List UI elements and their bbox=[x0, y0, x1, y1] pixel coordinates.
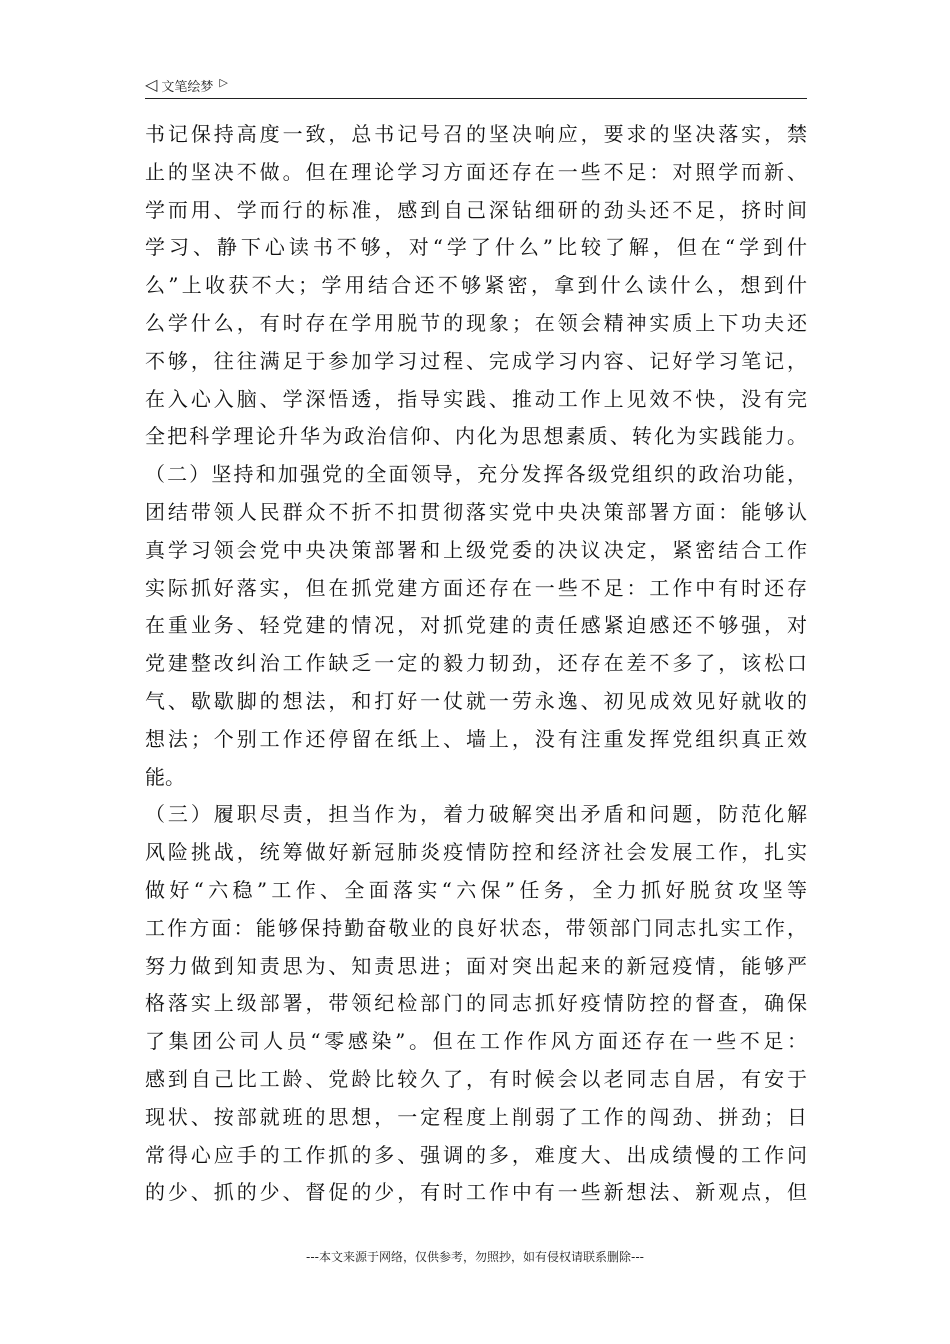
text-line: 书记保持高度一致，总书记号召的坚决响应，要求的坚决落实，禁 bbox=[145, 122, 807, 146]
text-line: 工作方面：能够保持勤奋敬业的良好状态，带领部门同志扎实工作， bbox=[145, 915, 807, 940]
text-line: 的少、抓的少、督促的少，有时工作中有一些新想法、新观点，但 bbox=[145, 1180, 807, 1205]
text-line: 感到自己比工龄、党龄比较久了，有时候会以老同志自居，有安于 bbox=[145, 1066, 807, 1091]
text-line: 现状、按部就班的思想，一定程度上削弱了工作的闯劲、拼劲；日 bbox=[145, 1104, 807, 1129]
right-triangle-icon: ▷ bbox=[219, 75, 228, 89]
text-line: 气、歇歇脚的想法，和打好一仗就一劳永逸、初见成效见好就收的 bbox=[145, 688, 807, 713]
text-line: 实际抓好落实，但在抓党建方面还存在一些不足：工作中有时还存 bbox=[145, 575, 807, 600]
text-line: 在入心入脑、学深悟透，指导实践、推动工作上见效不快，没有完 bbox=[145, 386, 807, 411]
text-line: （三）履职尽责，担当作为，着力破解突出矛盾和问题，防范化解 bbox=[145, 802, 807, 827]
text-line: 不够，往往满足于参加学习过程、完成学习内容、记好学习笔记， bbox=[145, 348, 807, 373]
page-header bbox=[145, 72, 807, 99]
text-line: 么学什么，有时存在学用脱节的现象；在领会精神实质上下功夫还 bbox=[145, 310, 807, 335]
text-line: 党建整改纠治工作缺乏一定的毅力韧劲，还存在差不多了，该松口 bbox=[145, 651, 807, 676]
text-line: 了集团公司人员“零感染”。但在工作作风方面还存在一些不足： bbox=[145, 1029, 807, 1054]
text-line: 止的坚决不做。但在理论学习方面还存在一些不足：对照学而新、 bbox=[145, 159, 807, 184]
text-line: 努力做到知责思为、知责思进；面对突出起来的新冠疫情，能够严 bbox=[145, 953, 807, 978]
text-line: 在重业务、轻党建的情况，对抓党建的责任感紧迫感还不够强，对 bbox=[145, 613, 807, 638]
text-line: 学习、静下心读书不够，对“学了什么”比较了解，但在“学到什 bbox=[145, 235, 807, 260]
text-line: 团结带领人民群众不折不扣贯彻落实党中央决策部署方面：能够认 bbox=[145, 499, 807, 524]
text-line: 学而用、学而行的标准，感到自己深钻细研的劲头还不足，挤时间 bbox=[145, 197, 807, 222]
text-line: 格落实上级部署，带领纪检部门的同志抓好疫情防控的督查，确保 bbox=[145, 991, 807, 1016]
page-footer: ---本文来源于网络，仅供参考，勿照抄，如有侵权请联系删除--- bbox=[306, 1250, 644, 1264]
text-line: 做好“六稳”工作、全面落实“六保”任务，全力抓好脱贫攻坚等 bbox=[145, 877, 807, 902]
header-title: 文笔绘梦 bbox=[161, 79, 214, 95]
text-line: 真学习领会党中央决策部署和上级党委的决议决定，紧密结合工作 bbox=[145, 537, 807, 562]
text-line: （二）坚持和加强党的全面领导，充分发挥各级党组织的政治功能， bbox=[145, 462, 807, 487]
text-line: 能。 bbox=[145, 764, 185, 789]
left-triangle-icon: ◁ bbox=[145, 75, 158, 94]
text-line: 想法；个别工作还停留在纸上、墙上，没有注重发挥党组织真正效 bbox=[145, 726, 807, 751]
text-line: 全把科学理论升华为政治信仰、内化为思想素质、转化为实践能力。 bbox=[145, 424, 807, 449]
text-line: 么”上收获不大；学用结合还不够紧密，拿到什么读什么，想到什 bbox=[145, 273, 807, 298]
text-line: 常得心应手的工作抓的多、强调的多，难度大、出成绩慢的工作问 bbox=[145, 1142, 807, 1167]
document-body bbox=[145, 116, 807, 1212]
text-line: 风险挑战，统筹做好新冠肺炎疫情防控和经济社会发展工作，扎实 bbox=[145, 840, 807, 865]
